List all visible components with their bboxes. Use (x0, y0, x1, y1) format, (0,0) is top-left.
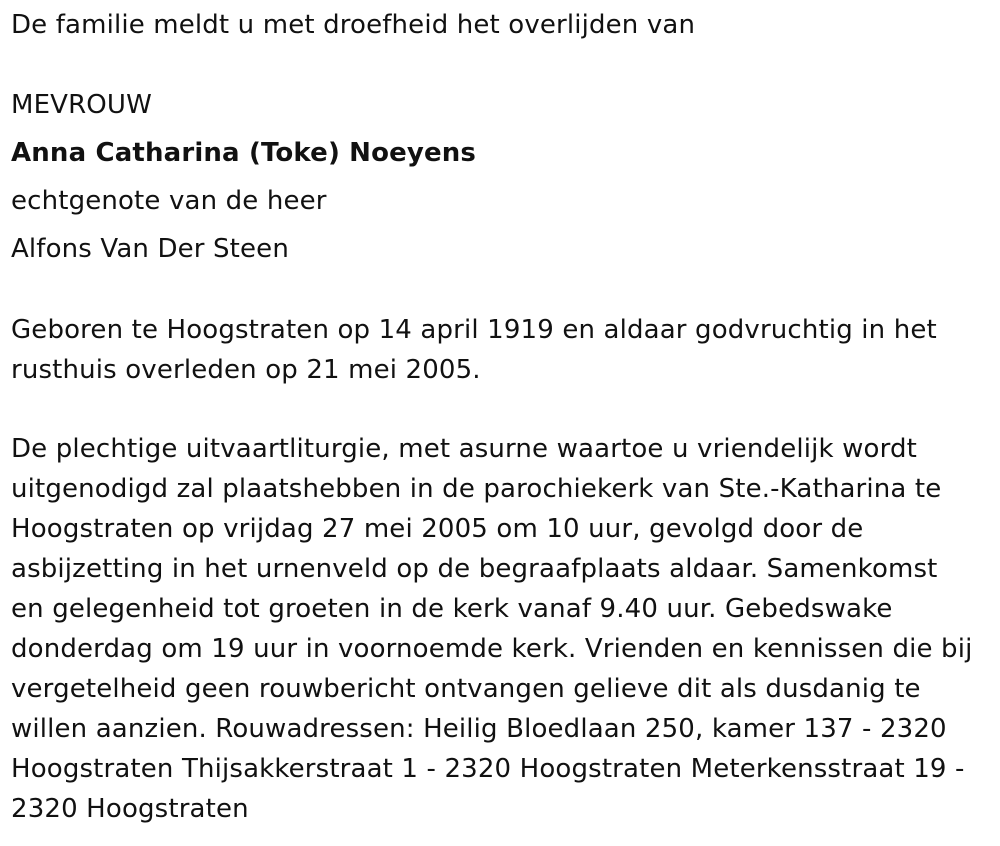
deceased-name: Anna Catharina (Toke) Noeyens (11, 138, 477, 168)
birth-death-paragraph (11, 310, 937, 390)
paragraph-line: Geboren te Hoogstraten op 14 april 1919 en aldaar godvruchtig in het (11, 315, 937, 345)
funeral-paragraph (11, 429, 972, 829)
intro-text: De familie meldt u met droefheid het overlijden van (11, 10, 696, 40)
paragraph-line: willen aanzien. Rouwadressen: Heilig Bloedlaan 250, kamer 137 - 2320 (11, 714, 947, 744)
paragraph-line: 2320 Hoogstraten (11, 794, 249, 824)
spouse-name: Alfons Van Der Steen (11, 234, 289, 264)
paragraph-line: rusthuis overleden op 21 mei 2005. (11, 355, 481, 385)
relation-text: echtgenote van de heer (11, 186, 327, 216)
paragraph-line: Hoogstraten op vrijdag 27 mei 2005 om 10 uur, gevolgd door de (11, 514, 864, 544)
paragraph-line: De plechtige uitvaartliturgie, met asurne waartoe u vriendelijk wordt (11, 434, 917, 464)
paragraph-line: donderdag om 19 uur in voornoemde kerk. Vrienden en kennissen die bij (11, 634, 973, 664)
paragraph-line: Hoogstraten Thijsakkerstraat 1 - 2320 Hoogstraten Meterkensstraat 19 - (11, 754, 965, 784)
paragraph-line: en gelegenheid tot groeten in de kerk vanaf 9.40 uur. Gebedswake (11, 594, 893, 624)
paragraph-line: asbijzetting in het urnenveld op de begraafplaats aldaar. Samenkomst (11, 554, 938, 584)
paragraph-line: uitgenodigd zal plaatshebben in de parochiekerk van Ste.-Katharina te (11, 474, 942, 504)
salutation: MEVROUW (11, 90, 152, 120)
paragraph-line: vergetelheid geen rouwbericht ontvangen gelieve dit als dusdanig te (11, 674, 921, 704)
